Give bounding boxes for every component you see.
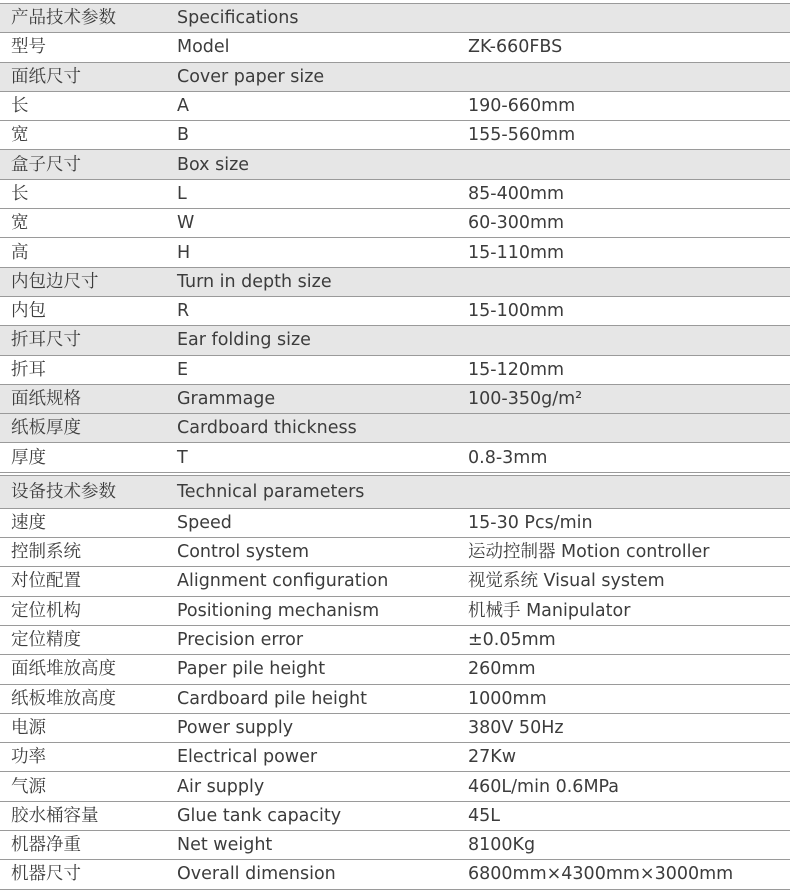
label-en: Cover paper size	[176, 62, 466, 91]
label-cn: 纸板厚度	[0, 414, 176, 443]
label-cn: 内包边尺寸	[0, 267, 176, 296]
table-row	[0, 355, 790, 384]
value: 155-560mm	[466, 121, 790, 150]
label-en: Box size	[176, 150, 466, 179]
label-cn: 面纸尺寸	[0, 62, 176, 91]
value: 1000mm	[466, 684, 790, 713]
table-row	[0, 209, 790, 238]
specifications-table	[0, 3, 790, 890]
label-cn: 控制系统	[0, 538, 176, 567]
label-cn: 盒子尺寸	[0, 150, 176, 179]
label-cn: 功率	[0, 743, 176, 772]
label-cn: 型号	[0, 33, 176, 62]
value: 15-100mm	[466, 296, 790, 325]
label-cn: 宽	[0, 209, 176, 238]
header-en: Specifications	[176, 4, 466, 33]
label-cn: 纸板堆放高度	[0, 684, 176, 713]
value: 100-350g/m²	[466, 384, 790, 413]
value: 8100Kg	[466, 831, 790, 860]
label-en: E	[176, 355, 466, 384]
label-en: L	[176, 179, 466, 208]
label-en: Grammage	[176, 384, 466, 413]
table-row	[0, 443, 790, 472]
table-row	[0, 831, 790, 860]
table-row	[0, 713, 790, 742]
label-cn: 高	[0, 238, 176, 267]
label-cn: 内包	[0, 296, 176, 325]
value: 260mm	[466, 655, 790, 684]
label-en: B	[176, 121, 466, 150]
label-en: A	[176, 91, 466, 120]
value: 视觉系统 Visual system	[466, 567, 790, 596]
table-row	[0, 296, 790, 325]
value: 27Kw	[466, 743, 790, 772]
value: 机械手 Manipulator	[466, 596, 790, 625]
table-row	[0, 33, 790, 62]
value: 15-110mm	[466, 238, 790, 267]
label-cn: 厚度	[0, 443, 176, 472]
label-en: Power supply	[176, 713, 466, 742]
value: 85-400mm	[466, 179, 790, 208]
header-cn: 产品技术参数	[0, 4, 176, 33]
table-row	[0, 179, 790, 208]
label-cn: 长	[0, 179, 176, 208]
value: ±0.05mm	[466, 625, 790, 654]
value: 60-300mm	[466, 209, 790, 238]
label-en: Net weight	[176, 831, 466, 860]
label-en: Speed	[176, 508, 466, 537]
value: 380V 50Hz	[466, 713, 790, 742]
table-row	[0, 801, 790, 830]
value: 6800mm×4300mm×3000mm	[466, 860, 790, 889]
value: 15-120mm	[466, 355, 790, 384]
label-en: Glue tank capacity	[176, 801, 466, 830]
header-value	[466, 4, 790, 33]
section-row	[0, 384, 790, 413]
header-en: Technical parameters	[176, 475, 466, 508]
value	[466, 326, 790, 355]
table-row	[0, 684, 790, 713]
value	[466, 150, 790, 179]
label-en: T	[176, 443, 466, 472]
label-cn: 电源	[0, 713, 176, 742]
label-en: Paper pile height	[176, 655, 466, 684]
header-cn: 设备技术参数	[0, 475, 176, 508]
label-en: Air supply	[176, 772, 466, 801]
label-en: Overall dimension	[176, 860, 466, 889]
label-cn: 速度	[0, 508, 176, 537]
value: 0.8-3mm	[466, 443, 790, 472]
table-row	[0, 567, 790, 596]
section-row	[0, 326, 790, 355]
specifications-header-row	[0, 4, 790, 33]
label-cn: 对位配置	[0, 567, 176, 596]
table-row	[0, 860, 790, 889]
section-row	[0, 62, 790, 91]
label-en: Alignment configuration	[176, 567, 466, 596]
value: 190-660mm	[466, 91, 790, 120]
table-row	[0, 772, 790, 801]
label-cn: 机器净重	[0, 831, 176, 860]
label-cn: 气源	[0, 772, 176, 801]
section-row	[0, 150, 790, 179]
label-cn: 宽	[0, 121, 176, 150]
table-row	[0, 508, 790, 537]
label-cn: 长	[0, 91, 176, 120]
section-row	[0, 414, 790, 443]
label-en: W	[176, 209, 466, 238]
label-cn: 折耳尺寸	[0, 326, 176, 355]
header-value	[466, 475, 790, 508]
label-en: Positioning mechanism	[176, 596, 466, 625]
label-cn: 机器尺寸	[0, 860, 176, 889]
value: 运动控制器 Motion controller	[466, 538, 790, 567]
label-en: Cardboard thickness	[176, 414, 466, 443]
label-en: Turn in depth size	[176, 267, 466, 296]
label-en: Control system	[176, 538, 466, 567]
value: 15-30 Pcs/min	[466, 508, 790, 537]
label-en: Ear folding size	[176, 326, 466, 355]
value	[466, 267, 790, 296]
label-en: Cardboard pile height	[176, 684, 466, 713]
label-cn: 折耳	[0, 355, 176, 384]
table-row	[0, 91, 790, 120]
value: ZK-660FBS	[466, 33, 790, 62]
spec-sheet	[0, 3, 790, 890]
value	[466, 62, 790, 91]
label-en: Precision error	[176, 625, 466, 654]
label-en: Model	[176, 33, 466, 62]
label-cn: 定位机构	[0, 596, 176, 625]
value	[466, 414, 790, 443]
table-row	[0, 625, 790, 654]
table-row	[0, 596, 790, 625]
technical-parameters-header-row	[0, 475, 790, 508]
label-en: Electrical power	[176, 743, 466, 772]
label-cn: 面纸规格	[0, 384, 176, 413]
table-row	[0, 538, 790, 567]
label-en: R	[176, 296, 466, 325]
label-cn: 面纸堆放高度	[0, 655, 176, 684]
label-cn: 定位精度	[0, 625, 176, 654]
value: 460L/min 0.6MPa	[466, 772, 790, 801]
table-row	[0, 238, 790, 267]
table-row	[0, 743, 790, 772]
section-row	[0, 267, 790, 296]
label-en: H	[176, 238, 466, 267]
value: 45L	[466, 801, 790, 830]
table-row	[0, 655, 790, 684]
table-row	[0, 121, 790, 150]
label-cn: 胶水桶容量	[0, 801, 176, 830]
